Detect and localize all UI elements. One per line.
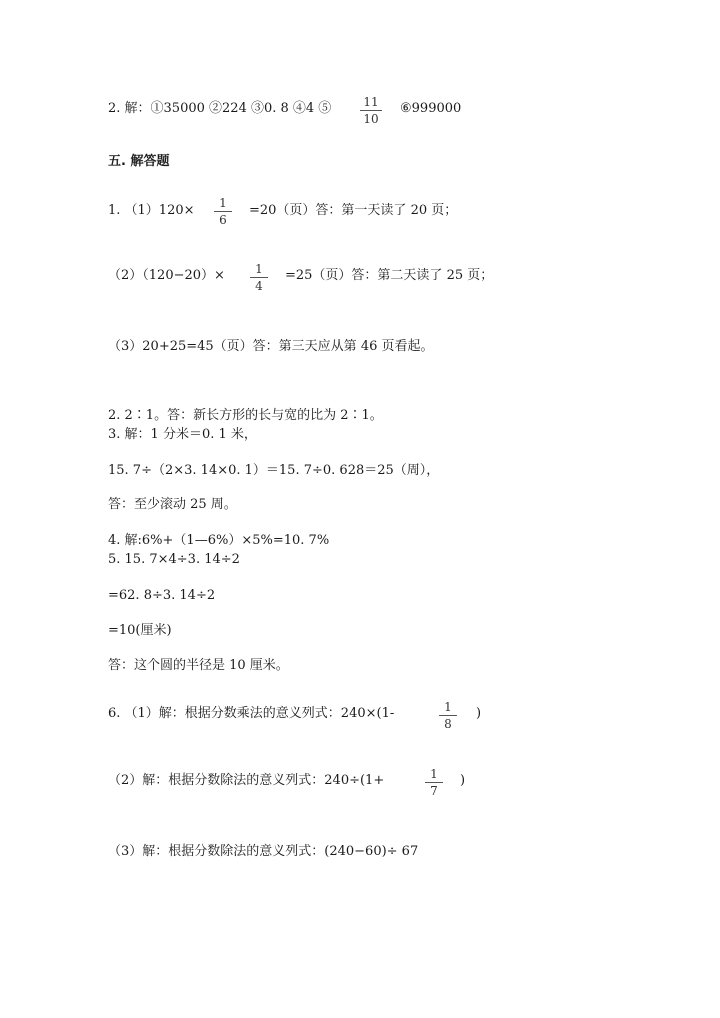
q6-a-fraction [439,700,457,731]
q5-line2: =62. 8÷3. 14÷2 [108,588,216,603]
q6-b-fraction [425,767,443,798]
q1-b-suffix: =25（页）答：第二天读了 25 页； [285,268,494,283]
q6-a-suffix: ) [476,706,482,721]
q5-line3: =10(厘米) [108,623,172,638]
q5-line1: 5. 15. 7×4÷3. 14÷2 [108,552,240,567]
q6-c: （3）解：根据分数除法的意义列式：(240−60)÷ 67 [108,844,419,859]
q3-line1: 3. 解：1 分米＝0. 1 米， [108,427,257,442]
q1-a-suffix: =20（页）答：第一天读了 20 页； [249,203,458,218]
fraction-bar [360,110,382,111]
fraction-bar [214,211,232,212]
q1-c: （3）20+25=45（页）答：第三天应从第 46 页看起。 [108,339,434,354]
q2: 2. 2∶1。答：新长方形的长与宽的比为 2∶1。 [108,408,383,423]
q1-b-fraction [250,262,268,293]
q3-line3: 答：至少滚动 25 周。 [108,497,237,512]
fraction-denominator: 8 [444,717,452,731]
q1-a-prefix: 1. （1）120× [108,203,195,218]
part2-answer-suffix: ⑥999000 [400,101,462,116]
q6-b-prefix: （2）解：根据分数除法的意义列式：240÷(1+ [108,773,385,788]
fraction-numerator: 1 [219,196,227,210]
part2-fraction [360,95,382,126]
fraction-denominator: 6 [219,213,227,227]
fraction-bar [439,715,457,716]
fraction-bar [425,782,443,783]
q6-a-prefix: 6. （1）解：根据分数乘法的意义列式：240×(1- [108,706,395,721]
q5-line4: 答：这个圆的半径是 10 厘米。 [108,658,289,673]
q1-a-fraction [214,196,232,227]
q4: 4. 解:6%+（1—6%）×5%=10. 7% [108,533,330,548]
q1-b-prefix: （2）（120−20）× [108,268,225,283]
fraction-denominator: 4 [255,279,263,293]
fraction-numerator: 1 [255,262,263,276]
fraction-denominator: 7 [430,784,438,798]
fraction-numerator: 11 [363,95,379,109]
part2-answer-prefix: 2. 解：①35000 ②224 ③0. 8 ④4 ⑤ [108,101,332,116]
q6-b-suffix: ) [460,773,466,788]
fraction-numerator: 1 [430,767,438,781]
fraction-numerator: 1 [444,700,452,714]
q3-line2: 15. 7÷（2×3. 14×0. 1）＝15. 7÷0. 628＝25（周）， [108,463,440,478]
fraction-denominator: 10 [363,112,379,126]
fraction-bar [250,277,268,278]
section-title: 五. 解答题 [108,154,170,169]
